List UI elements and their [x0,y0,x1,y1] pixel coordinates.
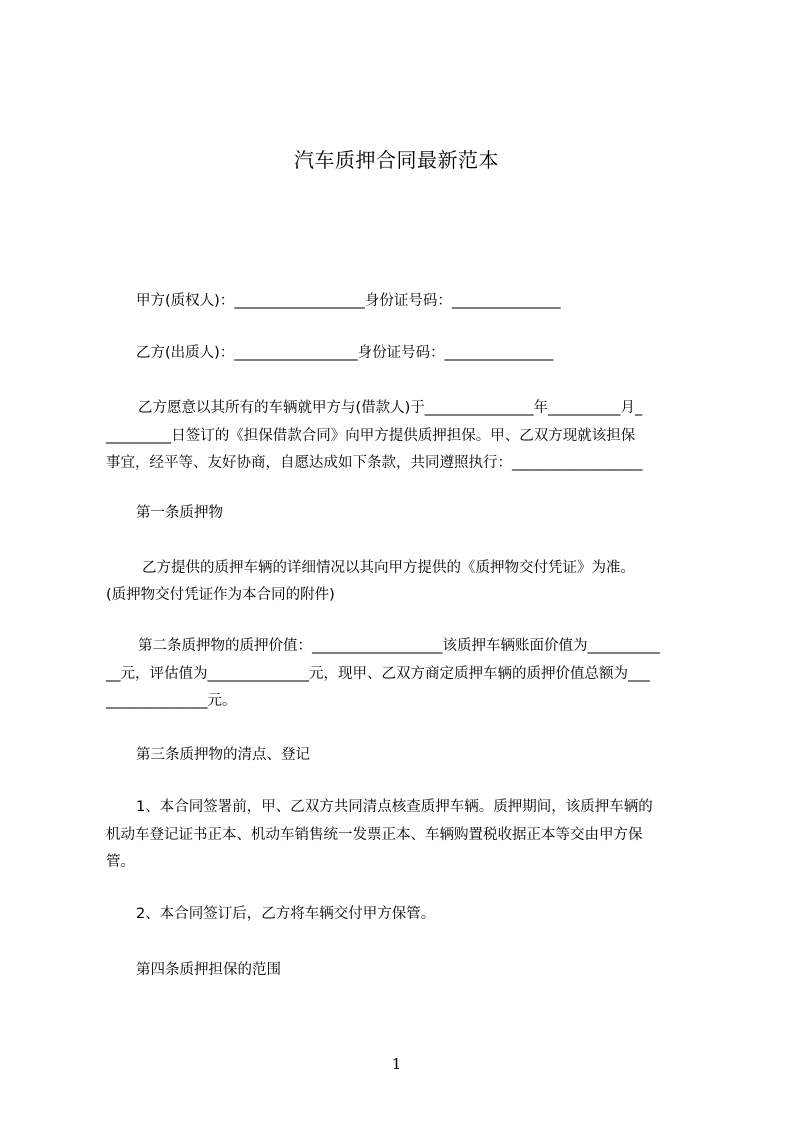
article-1-line-2: (质押物交付凭证作为本合同的附件) [106,587,335,603]
preamble-line-1: 乙方愿意以其所有的车辆就甲方与(借款人)于_______________年__________月_ [138,400,643,416]
article-1-line-1: 乙方提供的质押车辆的详细情况以其向甲方提供的《质押物交付凭证》为准。 [142,560,635,576]
article-3-clause-1-line-1: 1、本合同签署前，甲、乙双方共同清点核查质押车辆。质押期间，该质押车辆的 [136,799,653,815]
preamble-line-2: _________日签订的《担保借款合同》向甲方提供质押担保。甲、乙双方现就该担保 [106,428,636,444]
article-2-line-3: ______________元。 [106,693,237,709]
article-2-line-2: __元，评估值为______________元，现甲、乙双方商定质押车辆的质押价值总额为___ [106,666,650,682]
article-4-heading: 第四条质押担保的范围 [136,962,281,978]
article-3-clause-1-line-2: 机动车登记证书正本、机动车销售统一发票正本、车辆购置税收据正本等交由甲方保 [106,827,643,843]
article-3-heading: 第三条质押物的清点、登记 [136,747,310,763]
party-a-line: 甲方(质权人)：__________________身份证号码：_______________ [136,293,561,309]
page-number: 1 [391,1055,402,1073]
article-3-clause-1-line-3: 管。 [106,854,135,870]
preamble-line-3: 事宜，经平等、友好协商，自愿达成如下条款，共同遵照执行：__________________ [106,455,643,471]
party-b-line: 乙方(出质人)：_________________身份证号码：_______________ [136,345,554,361]
article-1-heading: 第一条质押物 [136,505,223,521]
article-3-clause-2: 2、本合同签订后，乙方将车辆交付甲方保管。 [136,906,436,922]
document-title: 汽车质押合同最新范本 [294,148,499,172]
article-2-line-1: 第二条质押物的质押价值：__________________该质押车辆账面价值为__________ [138,638,660,654]
